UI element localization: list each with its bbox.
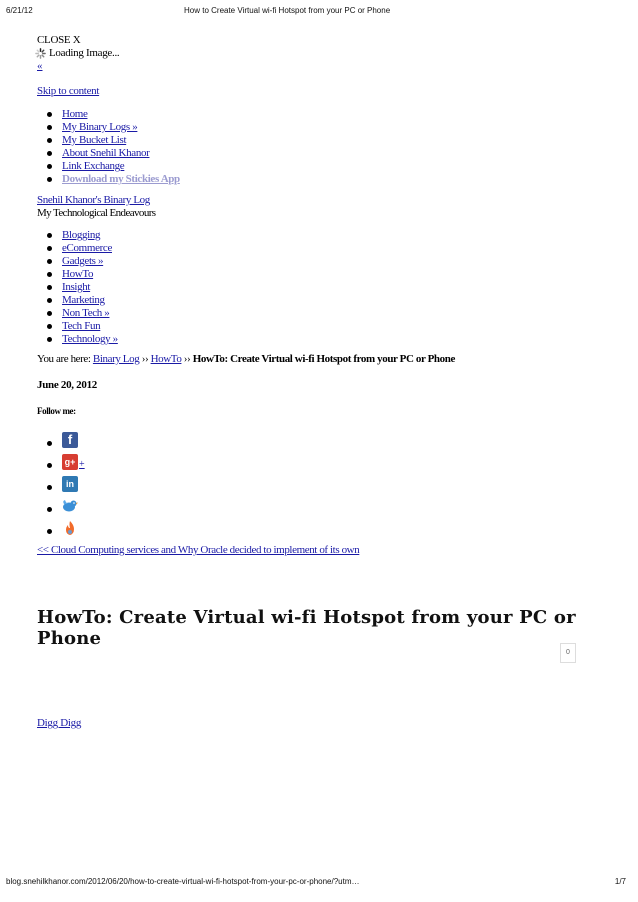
feedburner-icon[interactable] (62, 520, 78, 536)
breadcrumb-separator: ›› (141, 353, 149, 365)
print-header-title: How to Create Virtual wi-fi Hotspot from your PC or Phone (184, 6, 391, 15)
category-item (47, 281, 607, 294)
lightbox-loading (35, 47, 607, 60)
main-nav-link-stickies-app[interactable]: Download my Stickies App (62, 173, 180, 185)
category-item (47, 307, 607, 320)
main-nav-item-about (47, 147, 607, 160)
site-name-link[interactable]: Snehil Khanor's Binary Log (37, 194, 150, 206)
main-nav-item-home (47, 108, 607, 121)
page-content (37, 34, 607, 557)
category-item (47, 255, 607, 268)
social-item-facebook (47, 430, 607, 448)
lightbox-close-button[interactable]: CLOSE X (37, 34, 81, 46)
category-item (47, 268, 607, 281)
category-link-marketing[interactable]: Marketing (62, 294, 105, 306)
social-links (47, 430, 607, 536)
twitter-icon[interactable] (62, 498, 78, 514)
social-item-feedburner (47, 518, 607, 536)
google-plus-link[interactable]: + (79, 459, 85, 470)
post-date: June 20, 2012 (37, 379, 97, 391)
digg-digg-link[interactable]: Digg Digg (37, 717, 82, 729)
lightbox-prev-link[interactable]: « (37, 60, 43, 72)
category-link-insight[interactable]: Insight (62, 281, 91, 293)
breadcrumb-prefix: You are here: (37, 353, 91, 365)
breadcrumb (37, 353, 607, 366)
facebook-icon[interactable]: f (62, 432, 78, 448)
follow-label: Follow me: (37, 406, 76, 416)
loading-text: Loading Image... (49, 47, 120, 59)
category-item (47, 294, 607, 307)
breadcrumb-separator: ›› (183, 353, 191, 365)
category-link-technology[interactable]: Technology » (62, 333, 118, 345)
google-plus-icon[interactable]: g+ (62, 454, 78, 470)
category-item (47, 242, 607, 255)
category-link-gadgets[interactable]: Gadgets » (62, 255, 104, 267)
social-item-linkedin (47, 474, 607, 492)
category-link-non-tech[interactable]: Non Tech » (62, 307, 110, 319)
category-link-howto[interactable]: HowTo (62, 268, 94, 280)
category-link-tech-fun[interactable]: Tech Fun (62, 320, 101, 332)
linkedin-icon[interactable]: in (62, 476, 78, 492)
category-item (47, 320, 607, 333)
print-footer-page: 1/7 (614, 877, 626, 886)
site-tagline: My Technological Endeavours (37, 207, 156, 219)
main-nav-item-bucket-list (47, 134, 607, 147)
social-item-twitter (47, 496, 607, 514)
main-nav-link-about[interactable]: About Snehil Khanor (62, 147, 150, 159)
print-footer-url: blog.snehilkhanor.com/2012/06/20/how-to-create-virtual-wi-fi-hotspot-from-your-pc-or-phone/?utm… (6, 877, 360, 886)
category-nav (47, 229, 607, 346)
main-nav-item-stickies-app (47, 173, 607, 186)
category-link-blogging[interactable]: Blogging (62, 229, 101, 241)
category-item (47, 229, 607, 242)
main-nav-link-home[interactable]: Home (62, 108, 88, 120)
share-counter[interactable]: 0 (560, 643, 576, 663)
main-nav (47, 108, 607, 186)
main-nav-link-bucket-list[interactable]: My Bucket List (62, 134, 127, 146)
social-item-google-plus (47, 452, 607, 470)
main-nav-link-binary-logs[interactable]: My Binary Logs » (62, 121, 138, 133)
loading-spinner-icon (35, 48, 46, 59)
category-link-ecommerce[interactable]: eCommerce (62, 242, 112, 254)
previous-post-link[interactable]: << Cloud Computing services and Why Oracle decided to implement of its own (37, 544, 360, 556)
main-nav-item-link-exchange (47, 160, 607, 173)
breadcrumb-current: HowTo: Create Virtual wi-fi Hotspot from your PC or Phone (192, 353, 455, 365)
main-nav-link-link-exchange[interactable]: Link Exchange (62, 160, 125, 172)
main-nav-item-binary-logs (47, 121, 607, 134)
breadcrumb-home-link[interactable]: Binary Log (92, 353, 140, 365)
print-header-date: 6/21/12 (6, 6, 33, 15)
post-title: HowTo: Create Virtual wi-fi Hotspot from your PC or Phone (37, 607, 576, 649)
skip-to-content-link[interactable]: Skip to content (37, 85, 100, 97)
category-item (47, 333, 607, 346)
breadcrumb-category-link[interactable]: HowTo (150, 353, 182, 365)
